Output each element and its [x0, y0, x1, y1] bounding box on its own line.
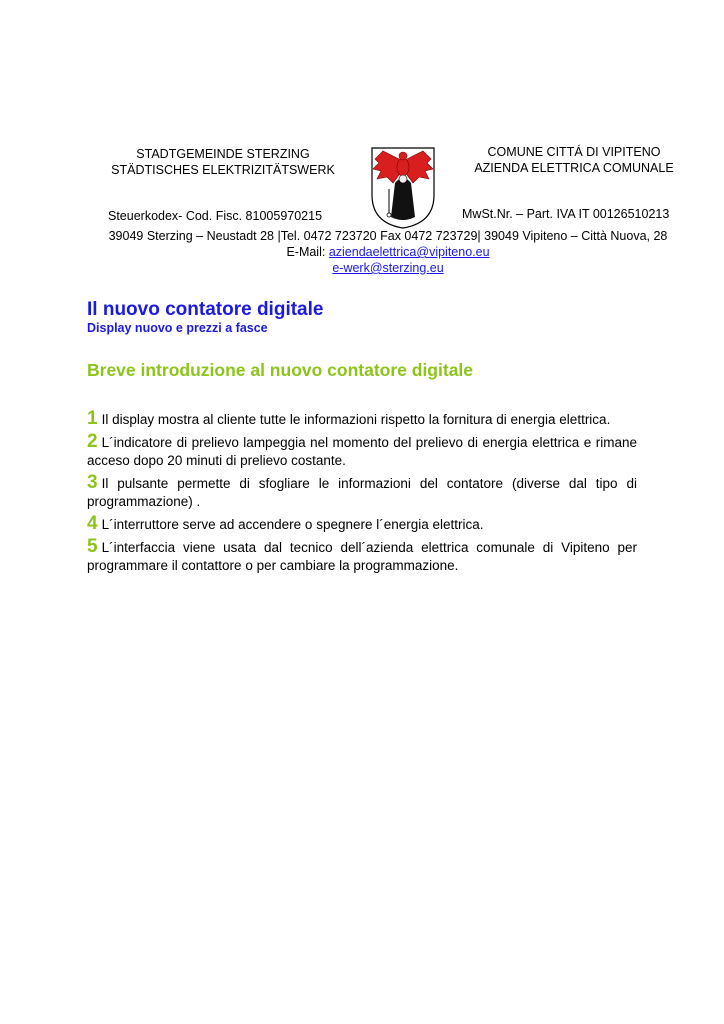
email-line-2: [0, 261, 724, 275]
item-text: Il pulsante permette di sfogliare le informazioni del contatore (diverse dal tipo di programmazione) .: [87, 476, 637, 509]
vat-number-right: MwSt.Nr. – Part. IVA IT 00126510213: [462, 207, 670, 221]
address-line: 39049 Sterzing – Neustadt 28 |Tel. 0472 723720 Fax 0472 723729| 39049 Vipiteno – Città Nuova, 28: [108, 229, 668, 243]
item-text: L´interruttore serve ad accendere o spegnere l´energia elettrica.: [101, 517, 484, 532]
email-link-2[interactable]: e-werk@sterzing.eu: [332, 261, 444, 275]
list-item-5: [87, 538, 637, 575]
header-left: [90, 146, 356, 178]
item-number: 5: [87, 536, 98, 557]
item-number: 4: [87, 513, 98, 534]
item-number: 3: [87, 472, 98, 493]
page-subtitle: Display nuovo e prezzi a fasce: [87, 321, 268, 335]
list-item-1: [87, 410, 637, 429]
page-title: Il nuovo contatore digitale: [87, 299, 324, 320]
section-title: Breve introduzione al nuovo contatore digitale: [87, 360, 474, 380]
coat-of-arms-icon: [369, 145, 437, 229]
item-text: Il display mostra al cliente tutte le informazioni rispetto la fornitura di energia elettrica.: [101, 412, 611, 427]
item-number: 2: [87, 431, 98, 452]
header-right-line2: AZIENDA ELETTRICA COMUNALE: [474, 161, 674, 175]
email-label: E-Mail:: [286, 245, 326, 259]
item-text: L´indicatore di prelievo lampeggia nel momento del prelievo di energia elettrica e rimane acceso dopo 20 minuti di prelievo costante.: [87, 435, 637, 468]
feature-list: [87, 410, 637, 579]
item-number: 1: [87, 408, 98, 429]
list-item-4: [87, 515, 637, 534]
item-text: L´interfaccia viene usata dal tecnico dell´azienda elettrica comunale di Vipiteno per programmare il contattore o per cambiare la programmazione.: [87, 540, 637, 573]
email-link-1[interactable]: aziendaelettrica@vipiteno.eu: [328, 245, 490, 259]
tax-code-left: Steuerkodex- Cod. Fisc. 81005970215: [108, 209, 323, 223]
header-right-line1: COMUNE CITTÁ DI VIPITENO: [487, 145, 661, 159]
list-item-3: [87, 474, 637, 511]
header-right: [454, 144, 694, 176]
header-left-line1: STADTGEMEINDE STERZING: [136, 147, 310, 161]
list-item-2: [87, 433, 637, 470]
email-line-1: [0, 245, 724, 259]
header-left-line2: STÄDTISCHES ELEKTRIZITÄTSWERK: [111, 163, 335, 177]
